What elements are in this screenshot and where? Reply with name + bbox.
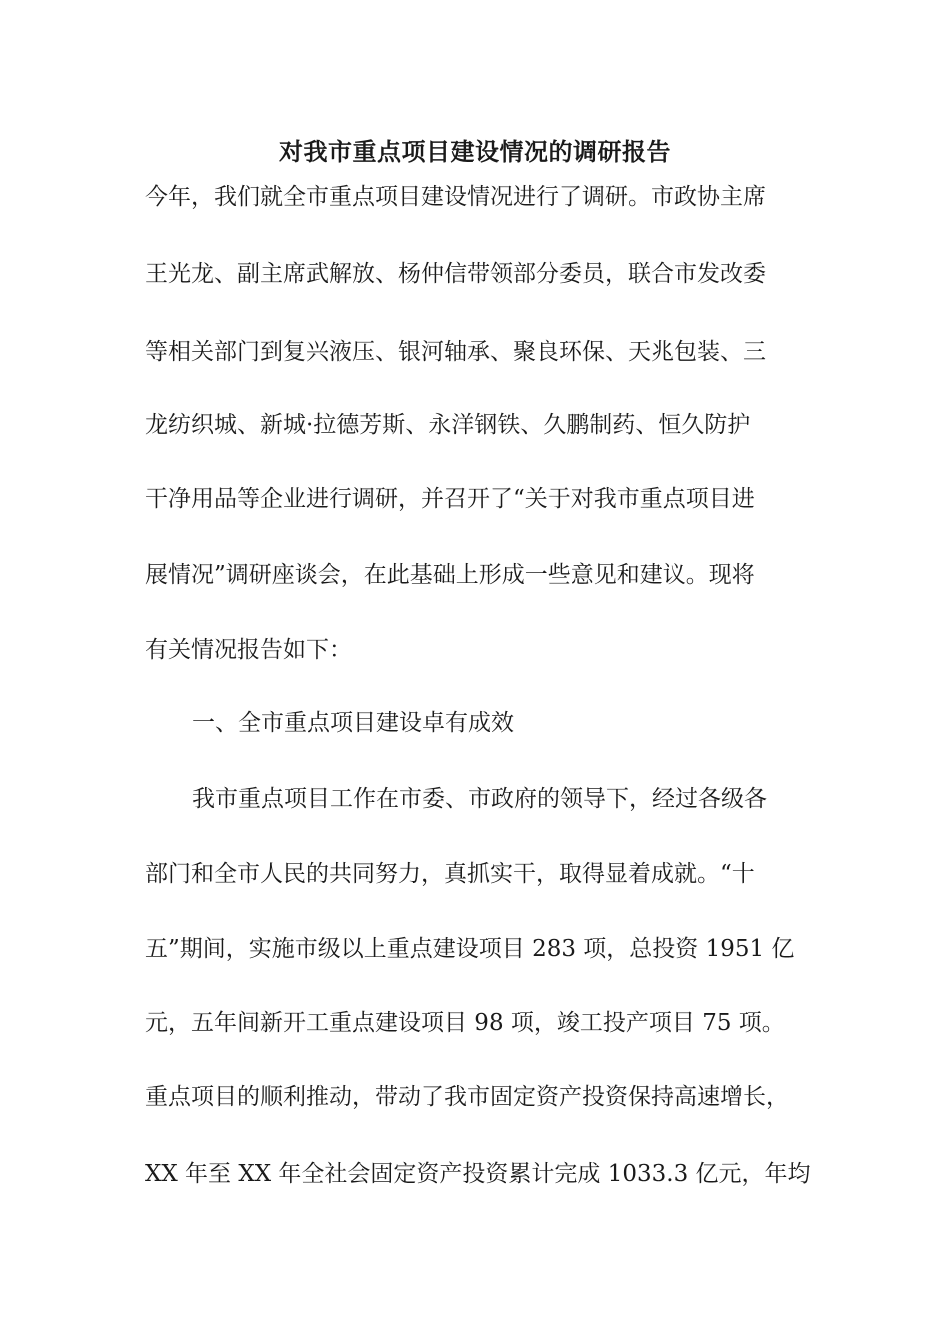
paragraph-line: 重点项目的顺利推动，带动了我市固定资产投资保持高速增长， (145, 1084, 789, 1110)
paragraph-line: 五”期间，实施市级以上重点建设项目 283 项，总投资 1951 亿 (145, 936, 795, 962)
document-title: 对我市重点项目建设情况的调研报告 (279, 137, 671, 166)
paragraph-line: 有关情况报告如下： (145, 637, 352, 663)
paragraph-line: 我市重点项目工作在市委、市政府的领导下，经过各级各 (192, 786, 767, 812)
paragraph-line: 展情况”调研座谈会，在此基础上形成一些意见和建议。现将 (145, 562, 755, 588)
paragraph-line: 元，五年间新开工重点建设项目 98 项，竣工投产项目 75 项。 (145, 1010, 785, 1036)
paragraph-line: 干净用品等企业进行调研，并召开了“关于对我市重点项目进 (145, 486, 755, 512)
paragraph-line: 今年，我们就全市重点项目建设情况进行了调研。市政协主席 (145, 184, 766, 210)
section-heading: 一、全市重点项目建设卓有成效 (192, 710, 514, 736)
paragraph-line: XX 年至 XX 年全社会固定资产投资累计完成 1033.3 亿元，年均 (145, 1161, 811, 1187)
paragraph-line: 等相关部门到复兴液压、银河轴承、聚良环保、天兆包装、三 (145, 339, 766, 365)
paragraph-line: 王光龙、副主席武解放、杨仲信带领部分委员，联合市发改委 (145, 261, 766, 287)
paragraph-line: 龙纺织城、新城·拉德芳斯、永洋钢铁、久鹏制药、恒久防护 (145, 412, 751, 438)
paragraph-line: 部门和全市人民的共同努力，真抓实干，取得显着成就。“十 (145, 861, 755, 887)
